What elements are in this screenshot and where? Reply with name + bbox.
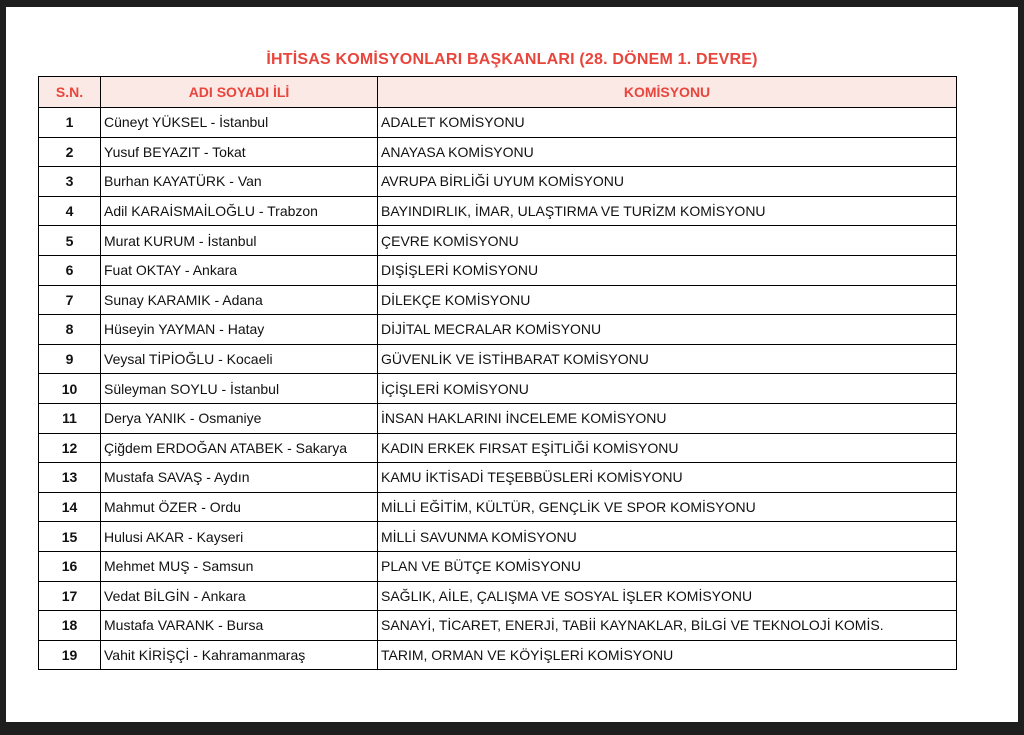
table-row [39, 640, 957, 670]
chairperson-cell: Mahmut ÖZER - Ordu [101, 492, 378, 522]
table-header-row [39, 77, 957, 108]
chairperson-cell: Mustafa SAVAŞ - Aydın [101, 463, 378, 493]
row-number-cell: 8 [39, 315, 101, 345]
chairperson-cell: Vedat BİLGİN - Ankara [101, 581, 378, 611]
table-row [39, 374, 957, 404]
table-row [39, 255, 957, 285]
table-row [39, 611, 957, 641]
table-row [39, 551, 957, 581]
row-number-cell: 18 [39, 611, 101, 641]
chairperson-cell: Derya YANIK - Osmaniye [101, 403, 378, 433]
row-number-cell: 7 [39, 285, 101, 315]
committee-cell: ADALET KOMİSYONU [378, 108, 957, 138]
row-number-cell: 11 [39, 403, 101, 433]
chairperson-cell: Yusuf BEYAZIT - Tokat [101, 137, 378, 167]
chairperson-cell: Vahit KİRİŞÇİ - Kahramanmaraş [101, 640, 378, 670]
committee-cell: GÜVENLİK VE İSTİHBARAT KOMİSYONU [378, 344, 957, 374]
chairperson-cell: Sunay KARAMIK - Adana [101, 285, 378, 315]
table-row [39, 226, 957, 256]
table-row [39, 463, 957, 493]
committee-cell: KADIN ERKEK FIRSAT EŞİTLİĞİ KOMİSYONU [378, 433, 957, 463]
table-row [39, 137, 957, 167]
table-row [39, 315, 957, 345]
header-committee: KOMİSYONU [378, 77, 957, 108]
row-number-cell: 14 [39, 492, 101, 522]
committee-cell: ÇEVRE KOMİSYONU [378, 226, 957, 256]
chairperson-cell: Burhan KAYATÜRK - Van [101, 167, 378, 197]
committee-cell: İÇİŞLERİ KOMİSYONU [378, 374, 957, 404]
chairperson-cell: Murat KURUM - İstanbul [101, 226, 378, 256]
chairperson-cell: Adil KARAİSMAİLOĞLU - Trabzon [101, 196, 378, 226]
chairperson-cell: Çiğdem ERDOĞAN ATABEK - Sakarya [101, 433, 378, 463]
chairperson-cell: Süleyman SOYLU - İstanbul [101, 374, 378, 404]
committee-cell: DİJİTAL MECRALAR KOMİSYONU [378, 315, 957, 345]
committee-cell: DIŞİŞLERİ KOMİSYONU [378, 255, 957, 285]
committee-cell: İNSAN HAKLARINI İNCELEME KOMİSYONU [378, 403, 957, 433]
chairperson-cell: Mustafa VARANK - Bursa [101, 611, 378, 641]
page-title: İHTİSAS KOMİSYONLARI BAŞKANLARI (28. DÖNEM 1. DEVRE) [266, 51, 758, 68]
row-number-cell: 16 [39, 551, 101, 581]
table-row [39, 344, 957, 374]
table-row [39, 167, 957, 197]
row-number-cell: 2 [39, 137, 101, 167]
chairperson-cell: Fuat OKTAY - Ankara [101, 255, 378, 285]
row-number-cell: 1 [39, 108, 101, 138]
row-number-cell: 9 [39, 344, 101, 374]
chairperson-cell: Hulusi AKAR - Kayseri [101, 522, 378, 552]
committee-cell: TARIM, ORMAN VE KÖYİŞLERİ KOMİSYONU [378, 640, 957, 670]
table-row [39, 108, 957, 138]
header-sn: S.N. [39, 77, 101, 108]
document-page [6, 7, 1018, 722]
chairperson-cell: Mehmet MUŞ - Samsun [101, 551, 378, 581]
row-number-cell: 10 [39, 374, 101, 404]
row-number-cell: 6 [39, 255, 101, 285]
committee-cell: AVRUPA BİRLİĞİ UYUM KOMİSYONU [378, 167, 957, 197]
row-number-cell: 17 [39, 581, 101, 611]
committee-cell: ANAYASA KOMİSYONU [378, 137, 957, 167]
committee-cell: MİLLİ SAVUNMA KOMİSYONU [378, 522, 957, 552]
row-number-cell: 13 [39, 463, 101, 493]
chairperson-cell: Cüneyt YÜKSEL - İstanbul [101, 108, 378, 138]
row-number-cell: 3 [39, 167, 101, 197]
chairperson-cell: Veysal TİPİOĞLU - Kocaeli [101, 344, 378, 374]
committee-cell: MİLLİ EĞİTİM, KÜLTÜR, GENÇLİK VE SPOR KOMİSYONU [378, 492, 957, 522]
table-row [39, 196, 957, 226]
header-name: ADI SOYADI İLİ [101, 77, 378, 108]
committee-table [38, 76, 957, 670]
row-number-cell: 4 [39, 196, 101, 226]
table-row [39, 285, 957, 315]
committee-cell: SAĞLIK, AİLE, ÇALIŞMA VE SOSYAL İŞLER KOMİSYONU [378, 581, 957, 611]
table-row [39, 492, 957, 522]
table-row [39, 403, 957, 433]
chairperson-cell: Hüseyin YAYMAN - Hatay [101, 315, 378, 345]
committee-cell: PLAN VE BÜTÇE KOMİSYONU [378, 551, 957, 581]
row-number-cell: 19 [39, 640, 101, 670]
committee-cell: SANAYİ, TİCARET, ENERJİ, TABİİ KAYNAKLAR, BİLGİ VE TEKNOLOJİ KOMİS. [378, 611, 957, 641]
table-row [39, 581, 957, 611]
committee-cell: BAYINDIRLIK, İMAR, ULAŞTIRMA VE TURİZM KOMİSYONU [378, 196, 957, 226]
table-row [39, 522, 957, 552]
committee-cell: KAMU İKTİSADİ TEŞEBBÜSLERİ KOMİSYONU [378, 463, 957, 493]
row-number-cell: 5 [39, 226, 101, 256]
row-number-cell: 15 [39, 522, 101, 552]
row-number-cell: 12 [39, 433, 101, 463]
committee-cell: DİLEKÇE KOMİSYONU [378, 285, 957, 315]
table-row [39, 433, 957, 463]
